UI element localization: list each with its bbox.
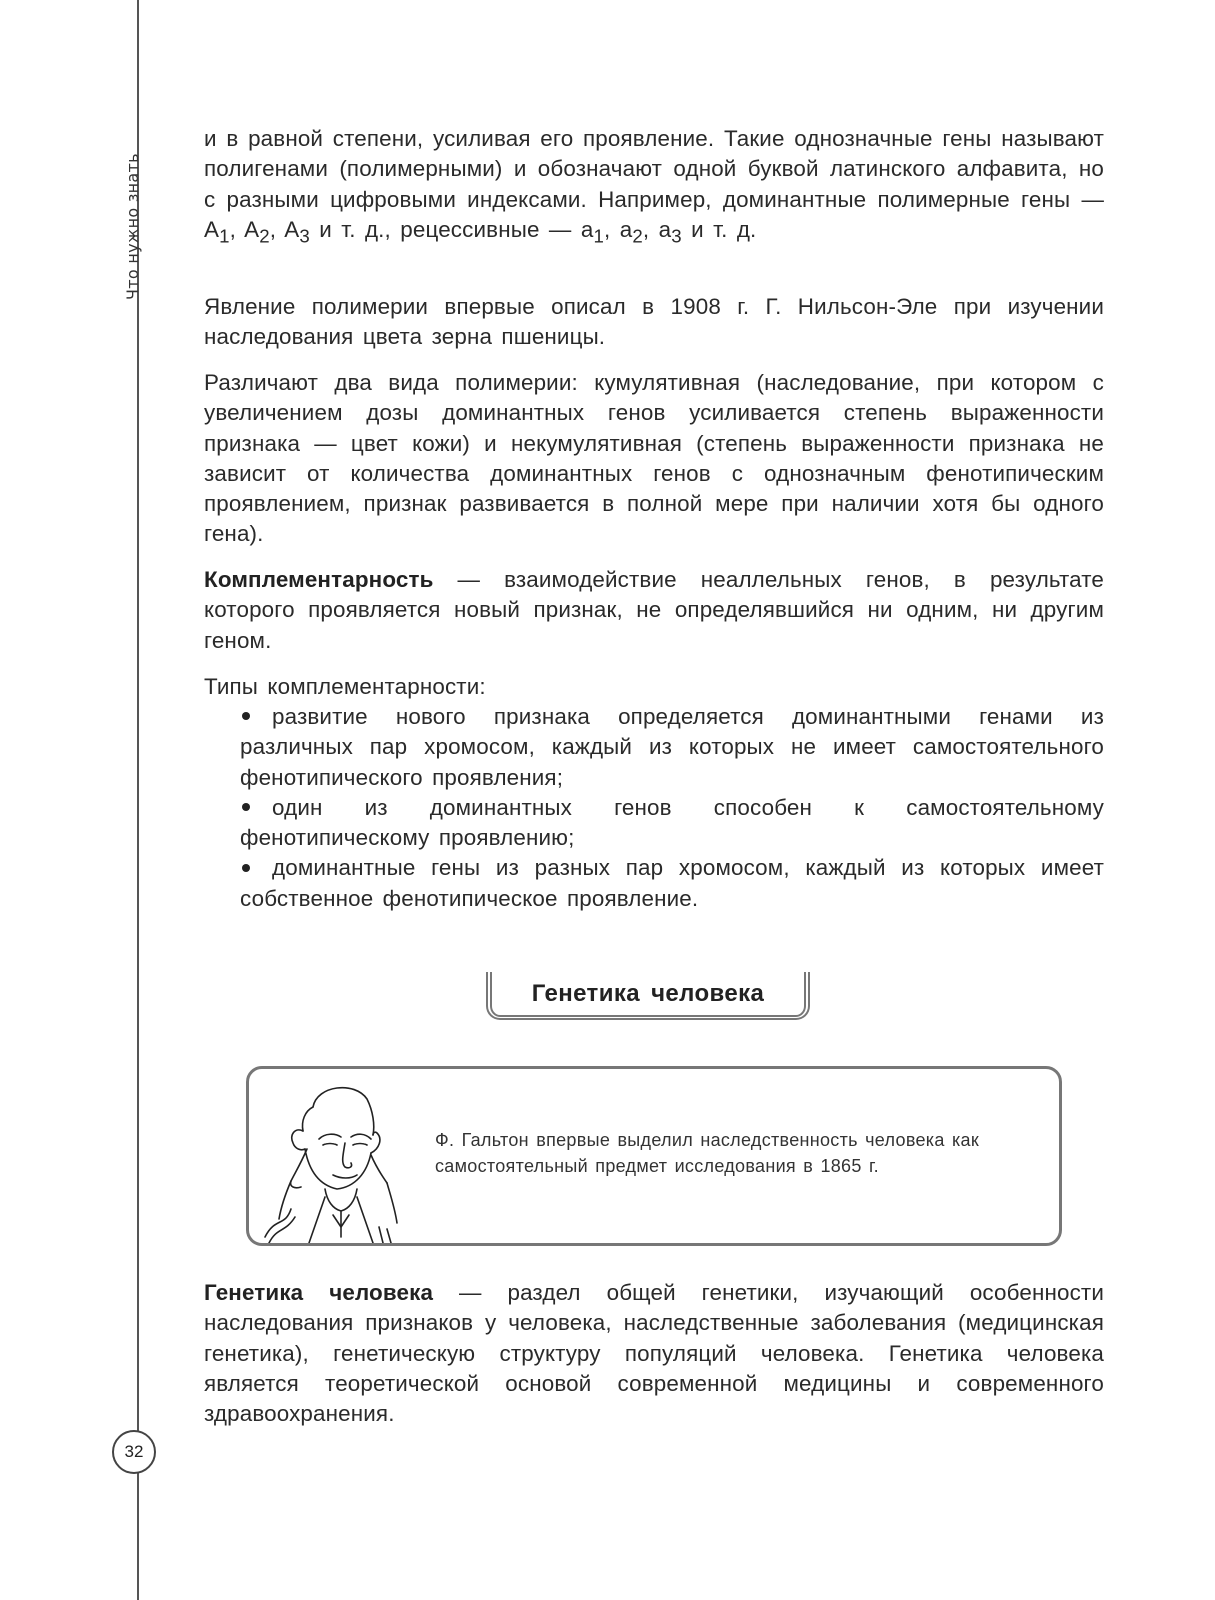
galton-portrait-image xyxy=(255,1077,405,1243)
side-running-head: Что нужно знать xyxy=(123,153,142,300)
bullet-icon xyxy=(242,864,250,872)
paragraph-polymery-types: Различают два вида полимерии: кумулятивная (наследование, при котором с увеличением дозы доминантных генов усиливается степень выраженности признака — цвет кожи) и некумулятивная (степень выраженности признака не зависит от количества доминантных генов с однозначным фенотипическим проявлением, признак развивается в полной мере при наличии хотя бы одного гена). xyxy=(204,370,1104,547)
bullet-icon xyxy=(242,803,250,811)
list-item: один из доминантных генов способен к самостоятельному фенотипическому проявлению; xyxy=(240,794,1104,851)
list-item: доминантные гены из разных пар хромосом, каждый из которых имеет собственное фенотипическое проявление. xyxy=(240,855,1104,911)
page-number: 32 xyxy=(112,1430,156,1474)
section-heading xyxy=(486,972,810,1020)
term-complementarity: Комплементарность xyxy=(204,567,434,592)
paragraph-complementarity-types: Типы комплементарности: xyxy=(204,674,486,699)
section-title: Генетика человека xyxy=(531,980,765,1007)
bullet-icon xyxy=(242,712,250,720)
list-item: развитие нового признака определяется доминантными генами из различных пар хромосом, каждый из которых не имеет самостоятельного фенотипического проявления; xyxy=(240,704,1104,790)
paragraph-polymery-history: Явление полимерии впервые описал в 1908 г. Г. Нильсон-Эле при изучении наследования цвета зерна пшеницы. xyxy=(204,294,1104,350)
term-human-genetics: Генетика человека xyxy=(204,1280,434,1305)
paragraph-complementarity: Комплементарность — взаимодействие неаллельных генов, в результате которого проявляется новый признак, не определявшийся ни одним, ни другим геном. xyxy=(204,567,1104,653)
info-box xyxy=(246,1066,1062,1246)
complementarity-types-list xyxy=(240,702,1104,914)
paragraph-human-genetics: Генетика человека — раздел общей генетики, изучающий особенности наследования признаков у человека, наследственные заболевания (медицинская генетика), генетическую структуру популяций человека. Генетика человека является теоретической основой современной медицины и современного здравоохранения. xyxy=(204,1280,1104,1427)
info-box-text: Ф. Гальтон впервые выделил наследственность человека как самостоятельный предмет исследования в 1865 г. xyxy=(435,1130,980,1176)
paragraph-polygenes: и в равной степени, усиливая его проявление. Такие однозначные гены называют полигенами (полимерными) и обозначают одной буквой латинского алфавита, но с разными цифровыми индексами. Например, доминантные полимерные гены — $A_1$, $A_2$, $A_3$ и т. д., рецессивные — $a_1$, $a_2$, $a_3$ и т. д. xyxy=(204,126,1104,247)
